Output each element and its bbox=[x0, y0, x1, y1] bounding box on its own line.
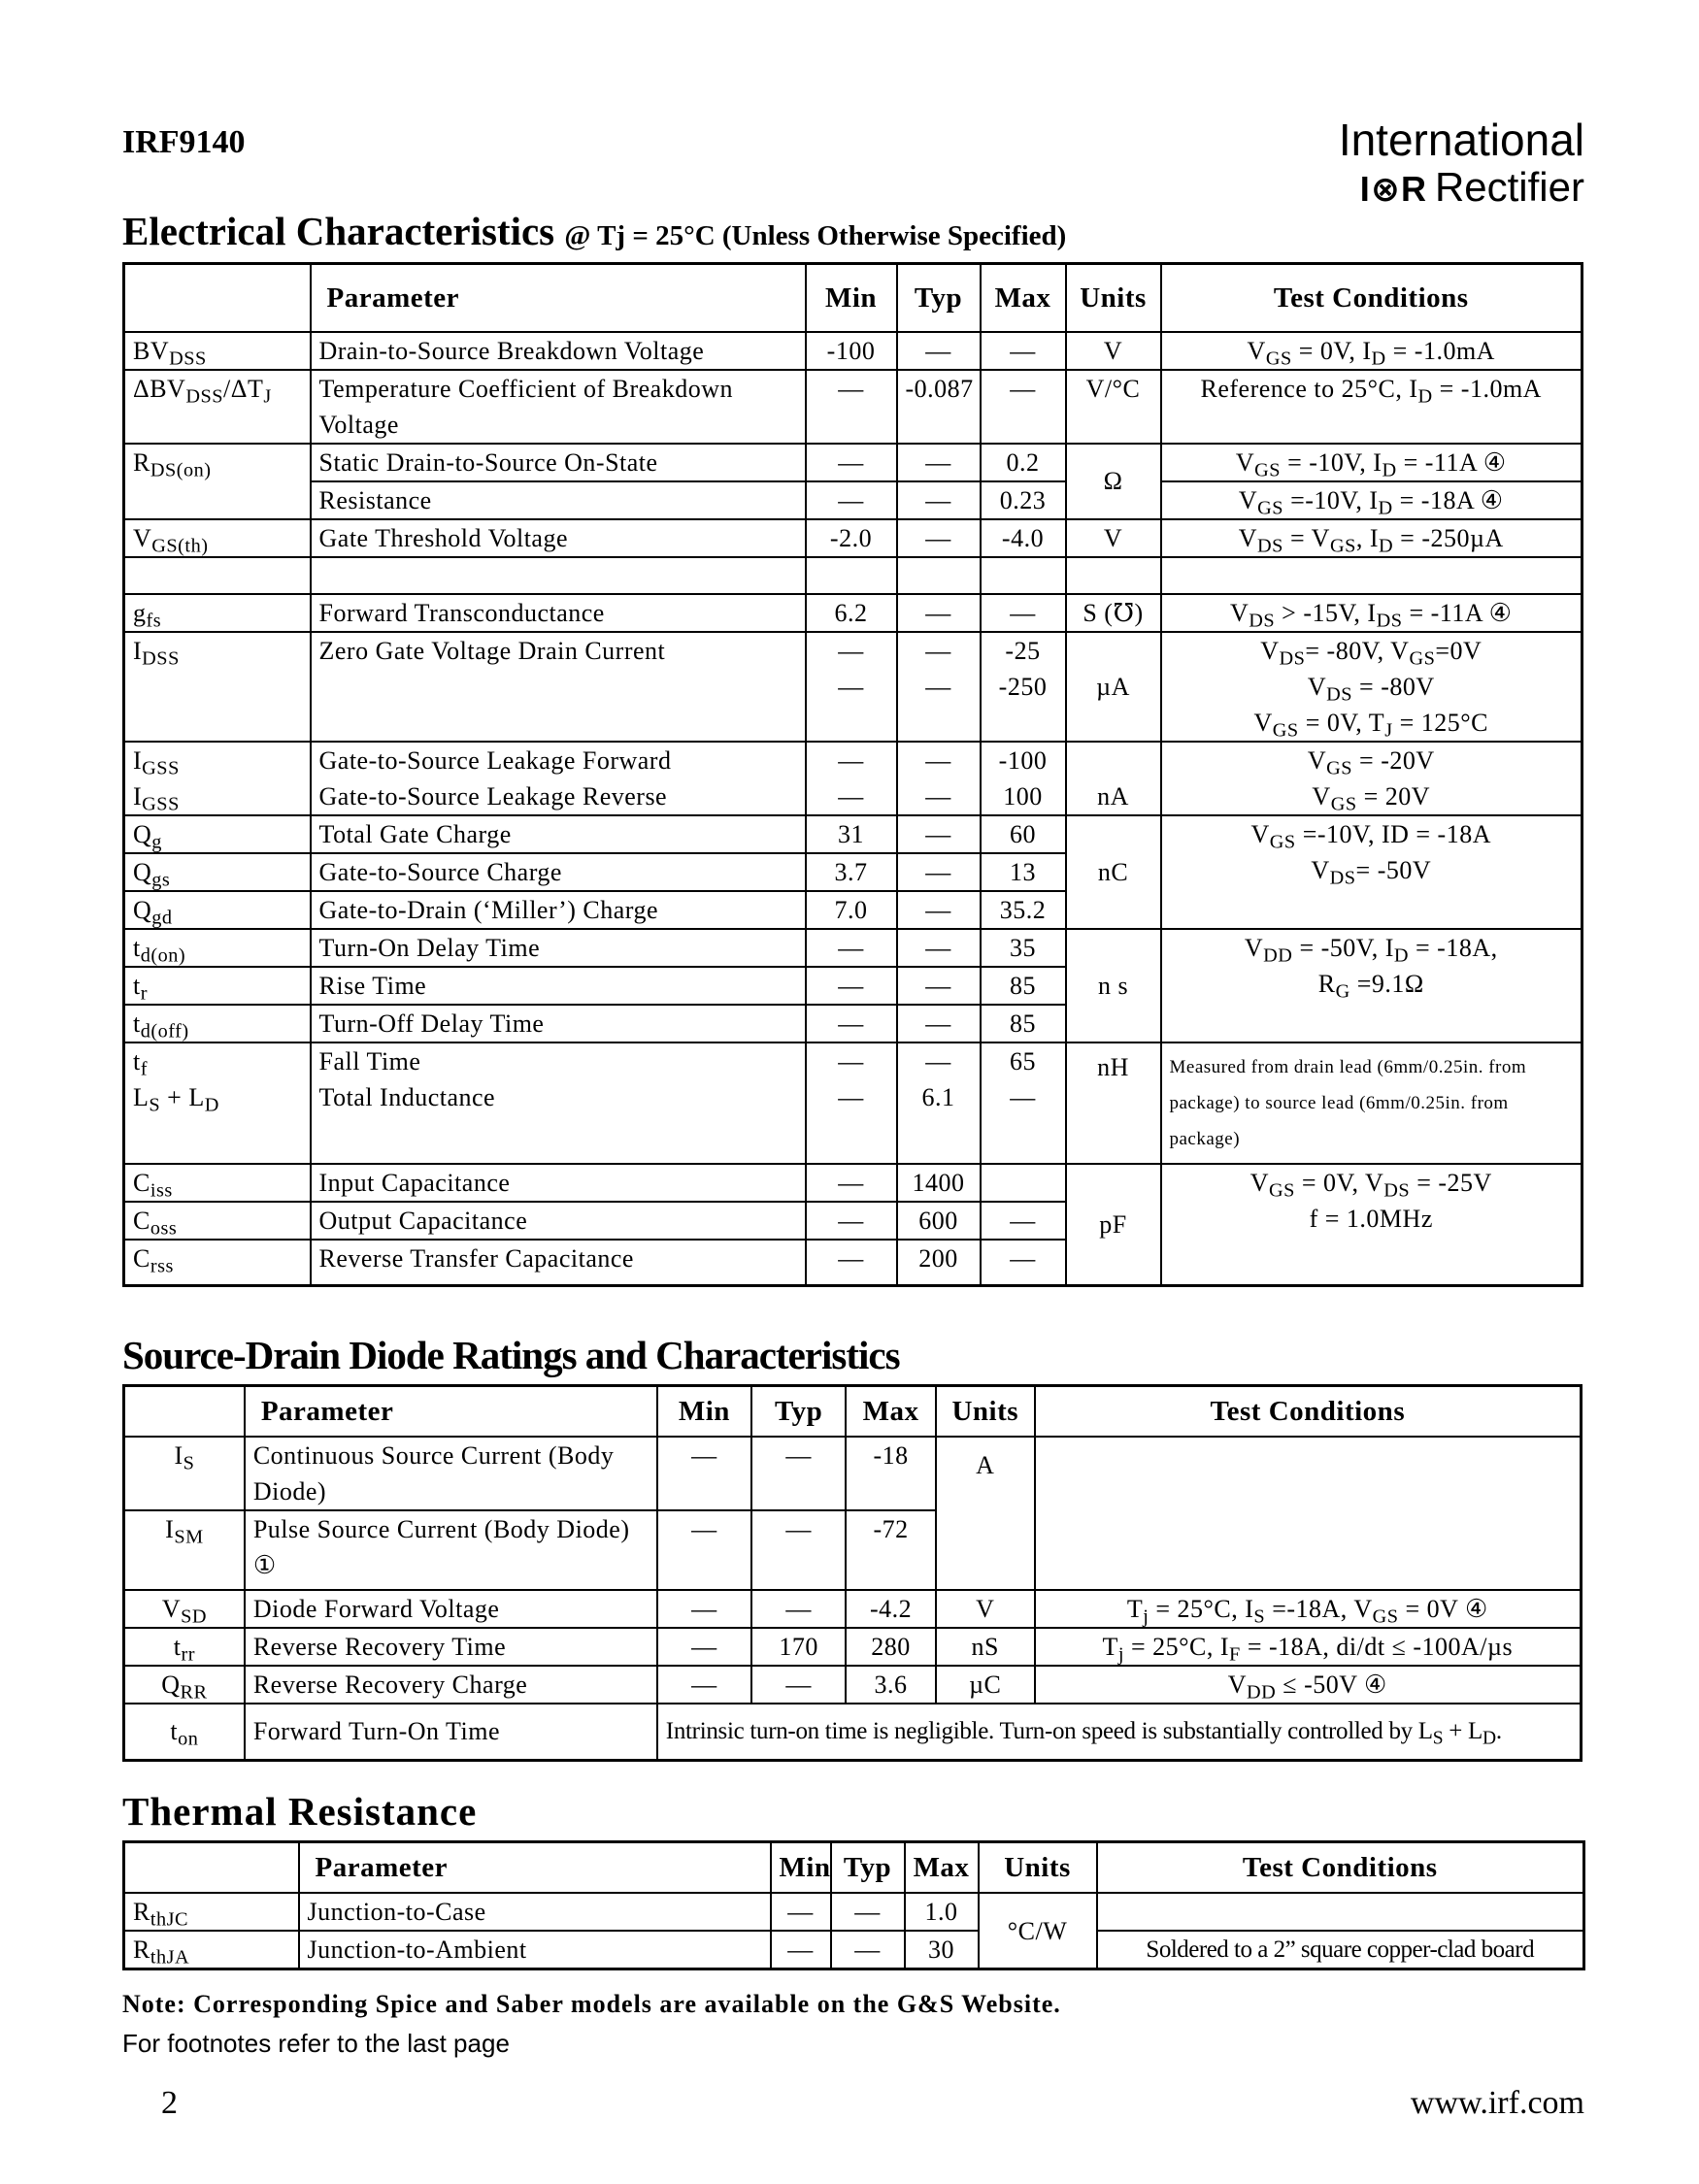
param-desc: Zero Gate Voltage Drain Current bbox=[311, 632, 806, 742]
footnotes-text: For footnotes refer to the last page bbox=[122, 2029, 510, 2058]
symbol: $Q_{RR}$ bbox=[124, 1666, 245, 1704]
table-row bbox=[124, 332, 1582, 370]
max-value: — bbox=[981, 1240, 1066, 1286]
max-value: -100 100 bbox=[981, 742, 1066, 815]
page-number: 2 bbox=[161, 2085, 178, 2121]
typ-value: — bbox=[897, 929, 981, 967]
company-logo bbox=[1339, 115, 1584, 212]
electrical-table bbox=[122, 262, 1583, 1287]
typ-value: — bbox=[897, 815, 981, 853]
typ-value: — bbox=[897, 332, 981, 370]
param-desc: Forward Transconductance bbox=[311, 594, 806, 632]
col-parameter: Parameter bbox=[311, 264, 806, 332]
param-desc: Drain-to-Source Breakdown Voltage bbox=[311, 332, 806, 370]
typ-value: — 6.1 bbox=[897, 1042, 981, 1164]
symbol: $t_{d(off)}$ bbox=[124, 1005, 311, 1042]
logo-international: International bbox=[1338, 115, 1584, 165]
min-value: 7.0 bbox=[806, 891, 897, 929]
min-value: — bbox=[806, 929, 897, 967]
param-desc: Turn-On Delay Time bbox=[311, 929, 806, 967]
units-value: n s bbox=[1066, 929, 1161, 1042]
test-conditions: Intrinsic turn-on time is negligible. Turn-on speed is substantially controlled by $L_S + L_D$. bbox=[657, 1704, 1582, 1760]
col-max: Max bbox=[846, 1386, 936, 1438]
max-value: — bbox=[981, 332, 1066, 370]
symbol: $V_{SD}$ bbox=[124, 1590, 245, 1628]
units-value: Ω bbox=[1066, 444, 1161, 519]
table-row bbox=[124, 1042, 1582, 1164]
typ-value: -0.087 bbox=[897, 370, 981, 444]
typ-value: 170 bbox=[751, 1628, 846, 1666]
units-value: nA bbox=[1066, 742, 1161, 815]
param-desc: Junction-to-Ambient bbox=[299, 1931, 771, 1969]
test-conditions: $V_{DS} > -15V$, $I_{DS} = -11A$ ④ bbox=[1161, 594, 1582, 632]
test-conditions: Measured from drain lead (6mm/0.25in. from package) to source lead (6mm/0.25in. from package) bbox=[1161, 1042, 1582, 1164]
max-value: -4.0 bbox=[981, 519, 1066, 557]
typ-value: — bbox=[897, 594, 981, 632]
max-value: 30 bbox=[905, 1931, 979, 1969]
units-value: pF bbox=[1066, 1164, 1161, 1286]
param-desc: Forward Turn-On Time bbox=[245, 1704, 657, 1760]
test-conditions: $V_{GS} = -10V$, $I_D = -11A$ ④ bbox=[1161, 444, 1582, 481]
symbol: $R_{thJA}$ bbox=[124, 1931, 299, 1969]
col-test: Test Conditions bbox=[1035, 1386, 1582, 1438]
max-value: 85 bbox=[981, 967, 1066, 1005]
typ-value: — bbox=[751, 1666, 846, 1704]
test-conditions: Soldered to a 2” square copper-clad board bbox=[1097, 1931, 1584, 1969]
symbol: $I_{DSS}$ bbox=[124, 632, 311, 742]
param-desc: Reverse Recovery Charge bbox=[245, 1666, 657, 1704]
test-conditions: $V_{GS} =-10V$, ID = -18A $V_{DS}= -50V$ bbox=[1161, 815, 1582, 929]
col-typ: Typ bbox=[897, 264, 981, 332]
symbol: $t_f$ $L_S + L_D$ bbox=[124, 1042, 311, 1164]
test-conditions: $V_{DD} \le -50V$ ④ bbox=[1035, 1666, 1582, 1704]
symbol: $I_{GSS}$ $I_{GSS}$ bbox=[124, 742, 311, 815]
table-row bbox=[124, 1704, 1582, 1760]
symbol: $Q_{gd}$ bbox=[124, 891, 311, 929]
max-value: 1.0 bbox=[905, 1893, 979, 1931]
typ-value: — — bbox=[897, 632, 981, 742]
table-row bbox=[124, 1666, 1582, 1704]
test-conditions: $V_{DS} = V_{GS}$, $I_D = -250\mu A$ bbox=[1161, 519, 1582, 557]
min-value: — bbox=[806, 1005, 897, 1042]
param-desc: Continuous Source Current (Body Diode) bbox=[245, 1437, 657, 1510]
symbol: $C_{iss}$ bbox=[124, 1164, 311, 1202]
col-units: Units bbox=[979, 1842, 1097, 1894]
min-value: — — bbox=[806, 632, 897, 742]
typ-value: — — bbox=[897, 742, 981, 815]
typ-value: — bbox=[831, 1931, 905, 1969]
symbol: $C_{oss}$ bbox=[124, 1202, 311, 1240]
diode-table bbox=[122, 1384, 1582, 1762]
typ-value: — bbox=[897, 853, 981, 891]
max-value: 13 bbox=[981, 853, 1066, 891]
table-row bbox=[124, 1628, 1582, 1666]
col-test: Test Conditions bbox=[1161, 264, 1582, 332]
test-conditions: $V_{GS} = 0V$, $I_D = -1.0mA$ bbox=[1161, 332, 1582, 370]
max-value: 3.6 bbox=[846, 1666, 936, 1704]
min-value: — bbox=[771, 1893, 831, 1931]
col-max: Max bbox=[905, 1842, 979, 1894]
min-value: 3.7 bbox=[806, 853, 897, 891]
header-row bbox=[124, 264, 1582, 332]
min-value: — bbox=[657, 1628, 751, 1666]
typ-value: — bbox=[897, 1005, 981, 1042]
param-desc: Input Capacitance bbox=[311, 1164, 806, 1202]
param-desc: Resistance bbox=[311, 481, 806, 519]
col-min: Min bbox=[771, 1842, 831, 1894]
symbol: $t_r$ bbox=[124, 967, 311, 1005]
max-value: -18 bbox=[846, 1437, 936, 1510]
units-value: µC bbox=[936, 1666, 1035, 1704]
units-value: nC bbox=[1066, 815, 1161, 929]
test-conditions: Reference to 25°C, $I_D = -1.0mA$ bbox=[1161, 370, 1582, 444]
max-value: -4.2 bbox=[846, 1590, 936, 1628]
symbol: $I_S$ bbox=[124, 1437, 245, 1510]
max-value: 0.2 bbox=[981, 444, 1066, 481]
electrical-title: Electrical Characteristics @ Tj = 25°C (Unless Otherwise Specified) bbox=[122, 209, 1067, 253]
table-row bbox=[124, 370, 1582, 444]
min-value: — bbox=[657, 1510, 751, 1590]
col-typ: Typ bbox=[831, 1842, 905, 1894]
col-parameter: Parameter bbox=[245, 1386, 657, 1438]
units-value: S (℧) bbox=[1066, 594, 1161, 632]
table-row bbox=[124, 632, 1582, 742]
max-value: — bbox=[981, 594, 1066, 632]
test-conditions: $T_j = 25^\circ C$, $I_S =-18A$, $V_{GS} = 0V$ ④ bbox=[1035, 1590, 1582, 1628]
min-value: -100 bbox=[806, 332, 897, 370]
table-row bbox=[124, 519, 1582, 557]
typ-value: — bbox=[897, 481, 981, 519]
units-value: V bbox=[1066, 332, 1161, 370]
header-row bbox=[124, 1386, 1582, 1438]
min-value: — bbox=[806, 370, 897, 444]
test-conditions: $V_{DD} = -50V$, $I_D = -18A$, $R_G =9.1\Omega$ bbox=[1161, 929, 1582, 1042]
typ-value: — bbox=[751, 1510, 846, 1590]
units-value: nS bbox=[936, 1628, 1035, 1666]
table-row bbox=[124, 1893, 1584, 1931]
note-text: Note: Corresponding Spice and Saber models are available on the G&S Website. bbox=[122, 1990, 1061, 2018]
typ-value: — bbox=[831, 1893, 905, 1931]
col-typ: Typ bbox=[751, 1386, 846, 1438]
electrical-subtitle: @ Tj = 25°C (Unless Otherwise Specified) bbox=[564, 220, 1067, 251]
min-value: — bbox=[771, 1931, 831, 1969]
logo-rectifier: Rectifier bbox=[1434, 164, 1584, 210]
symbol: $t_{on}$ bbox=[124, 1704, 245, 1760]
min-value: — bbox=[806, 967, 897, 1005]
min-value: 31 bbox=[806, 815, 897, 853]
min-value: — bbox=[806, 444, 897, 481]
symbol: $I_{SM}$ bbox=[124, 1510, 245, 1590]
test-conditions: $T_j = 25^\circ C$, $I_F = -18A$, di/dt ≤ -100A/µs bbox=[1035, 1628, 1582, 1666]
min-value: 6.2 bbox=[806, 594, 897, 632]
col-parameter: Parameter bbox=[299, 1842, 771, 1894]
min-value: — bbox=[657, 1437, 751, 1510]
min-value: — — bbox=[806, 742, 897, 815]
header-row bbox=[124, 1842, 1584, 1894]
table-row bbox=[124, 594, 1582, 632]
col-min: Min bbox=[806, 264, 897, 332]
table-row bbox=[124, 742, 1582, 815]
min-value: — bbox=[806, 481, 897, 519]
units-value: µA bbox=[1066, 632, 1161, 742]
typ-value: 600 bbox=[897, 1202, 981, 1240]
min-value: -2.0 bbox=[806, 519, 897, 557]
max-value: 60 bbox=[981, 815, 1066, 853]
units-value: °C/W bbox=[979, 1893, 1097, 1969]
test-conditions bbox=[1097, 1893, 1584, 1931]
diode-title: Source-Drain Diode Ratings and Characteristics bbox=[122, 1333, 900, 1377]
part-number: IRF9140 bbox=[122, 124, 246, 160]
symbol: $C_{rss}$ bbox=[124, 1240, 311, 1286]
max-value: — bbox=[981, 370, 1066, 444]
param-desc: Static Drain-to-Source On-State bbox=[311, 444, 806, 481]
symbol: $V_{GS(th)}$ bbox=[124, 519, 311, 557]
min-value: — bbox=[657, 1666, 751, 1704]
thermal-table bbox=[122, 1840, 1585, 1970]
param-desc: Pulse Source Current (Body Diode) ① bbox=[245, 1510, 657, 1590]
min-value: — — bbox=[806, 1042, 897, 1164]
typ-value: — bbox=[897, 891, 981, 929]
test-conditions: $V_{GS} = 0V$, $V_{DS} = -25V$ f = 1.0MHz bbox=[1161, 1164, 1582, 1286]
max-value: 0.23 bbox=[981, 481, 1066, 519]
min-value: — bbox=[806, 1240, 897, 1286]
symbol: $\Delta BV_{DSS}/\Delta T_J$ bbox=[124, 370, 311, 444]
min-value: — bbox=[806, 1202, 897, 1240]
units-value: A bbox=[936, 1437, 1035, 1590]
param-desc: Reverse Transfer Capacitance bbox=[311, 1240, 806, 1286]
param-desc: Fall Time Total Inductance bbox=[311, 1042, 806, 1164]
min-value: — bbox=[657, 1590, 751, 1628]
max-value bbox=[981, 1164, 1066, 1202]
table-row bbox=[124, 1437, 1582, 1510]
max-value: 35 bbox=[981, 929, 1066, 967]
param-desc: Total Gate Charge bbox=[311, 815, 806, 853]
param-desc: Gate Threshold Voltage bbox=[311, 519, 806, 557]
test-conditions: $V_{GS} = -20V$ $V_{GS} = 20V$ bbox=[1161, 742, 1582, 815]
col-min: Min bbox=[657, 1386, 751, 1438]
symbol: $BV_{DSS}$ bbox=[124, 332, 311, 370]
table-row bbox=[124, 929, 1582, 967]
param-desc: Junction-to-Case bbox=[299, 1893, 771, 1931]
typ-value: 200 bbox=[897, 1240, 981, 1286]
param-desc: Reverse Recovery Time bbox=[245, 1628, 657, 1666]
units-value: V bbox=[1066, 519, 1161, 557]
table-row bbox=[124, 815, 1582, 853]
symbol: $t_{rr}$ bbox=[124, 1628, 245, 1666]
test-conditions: $V_{GS} =-10V$, $I_D = -18A$ ④ bbox=[1161, 481, 1582, 519]
param-desc: Gate-to-Source Charge bbox=[311, 853, 806, 891]
units-value: V/°C bbox=[1066, 370, 1161, 444]
typ-value: 1400 bbox=[897, 1164, 981, 1202]
thermal-title: Thermal Resistance bbox=[122, 1789, 478, 1834]
test-conditions: $V_{DS}= -80V$, $V_{GS}=0V$ $V_{DS} = -80V$ $V_{GS} = 0V$, $T_J = 125^\circ C$ bbox=[1161, 632, 1582, 742]
param-desc: Temperature Coefficient of Breakdown Voltage bbox=[311, 370, 806, 444]
symbol: $Q_{gs}$ bbox=[124, 853, 311, 891]
col-units: Units bbox=[1066, 264, 1161, 332]
units-value: nH bbox=[1066, 1042, 1161, 1164]
col-test: Test Conditions bbox=[1097, 1842, 1584, 1894]
max-value: 85 bbox=[981, 1005, 1066, 1042]
max-value: 65 — bbox=[981, 1042, 1066, 1164]
symbol: $g_{fs}$ bbox=[124, 594, 311, 632]
typ-value: — bbox=[897, 967, 981, 1005]
max-value: — bbox=[981, 1202, 1066, 1240]
param-desc: Gate-to-Source Leakage Forward Gate-to-Source Leakage Reverse bbox=[311, 742, 806, 815]
table-row bbox=[124, 444, 1582, 481]
symbol: $R_{thJC}$ bbox=[124, 1893, 299, 1931]
param-desc: Diode Forward Voltage bbox=[245, 1590, 657, 1628]
typ-value: — bbox=[897, 444, 981, 481]
table-row bbox=[124, 1164, 1582, 1202]
max-value: -25 -250 bbox=[981, 632, 1066, 742]
symbol: $t_{d(on)}$ bbox=[124, 929, 311, 967]
max-value: 35.2 bbox=[981, 891, 1066, 929]
param-desc: Output Capacitance bbox=[311, 1202, 806, 1240]
min-value: — bbox=[806, 1164, 897, 1202]
logo-ior-mark: I⊗R bbox=[1359, 169, 1427, 209]
website-link[interactable]: www.irf.com bbox=[1410, 2085, 1584, 2121]
test-conditions bbox=[1035, 1437, 1582, 1590]
typ-value: — bbox=[751, 1437, 846, 1510]
param-desc: Gate-to-Drain (‘Miller’) Charge bbox=[311, 891, 806, 929]
units-value: V bbox=[936, 1590, 1035, 1628]
spacer-row bbox=[124, 557, 1582, 594]
typ-value: — bbox=[751, 1590, 846, 1628]
symbol: $R_{DS(on)}$ bbox=[124, 444, 311, 519]
symbol: $Q_g$ bbox=[124, 815, 311, 853]
param-desc: Turn-Off Delay Time bbox=[311, 1005, 806, 1042]
table-row bbox=[124, 1931, 1584, 1969]
max-value: -72 bbox=[846, 1510, 936, 1590]
max-value: 280 bbox=[846, 1628, 936, 1666]
table-row bbox=[124, 481, 1582, 519]
col-units: Units bbox=[936, 1386, 1035, 1438]
col-max: Max bbox=[981, 264, 1066, 332]
param-desc: Rise Time bbox=[311, 967, 806, 1005]
table-row bbox=[124, 1590, 1582, 1628]
typ-value: — bbox=[897, 519, 981, 557]
